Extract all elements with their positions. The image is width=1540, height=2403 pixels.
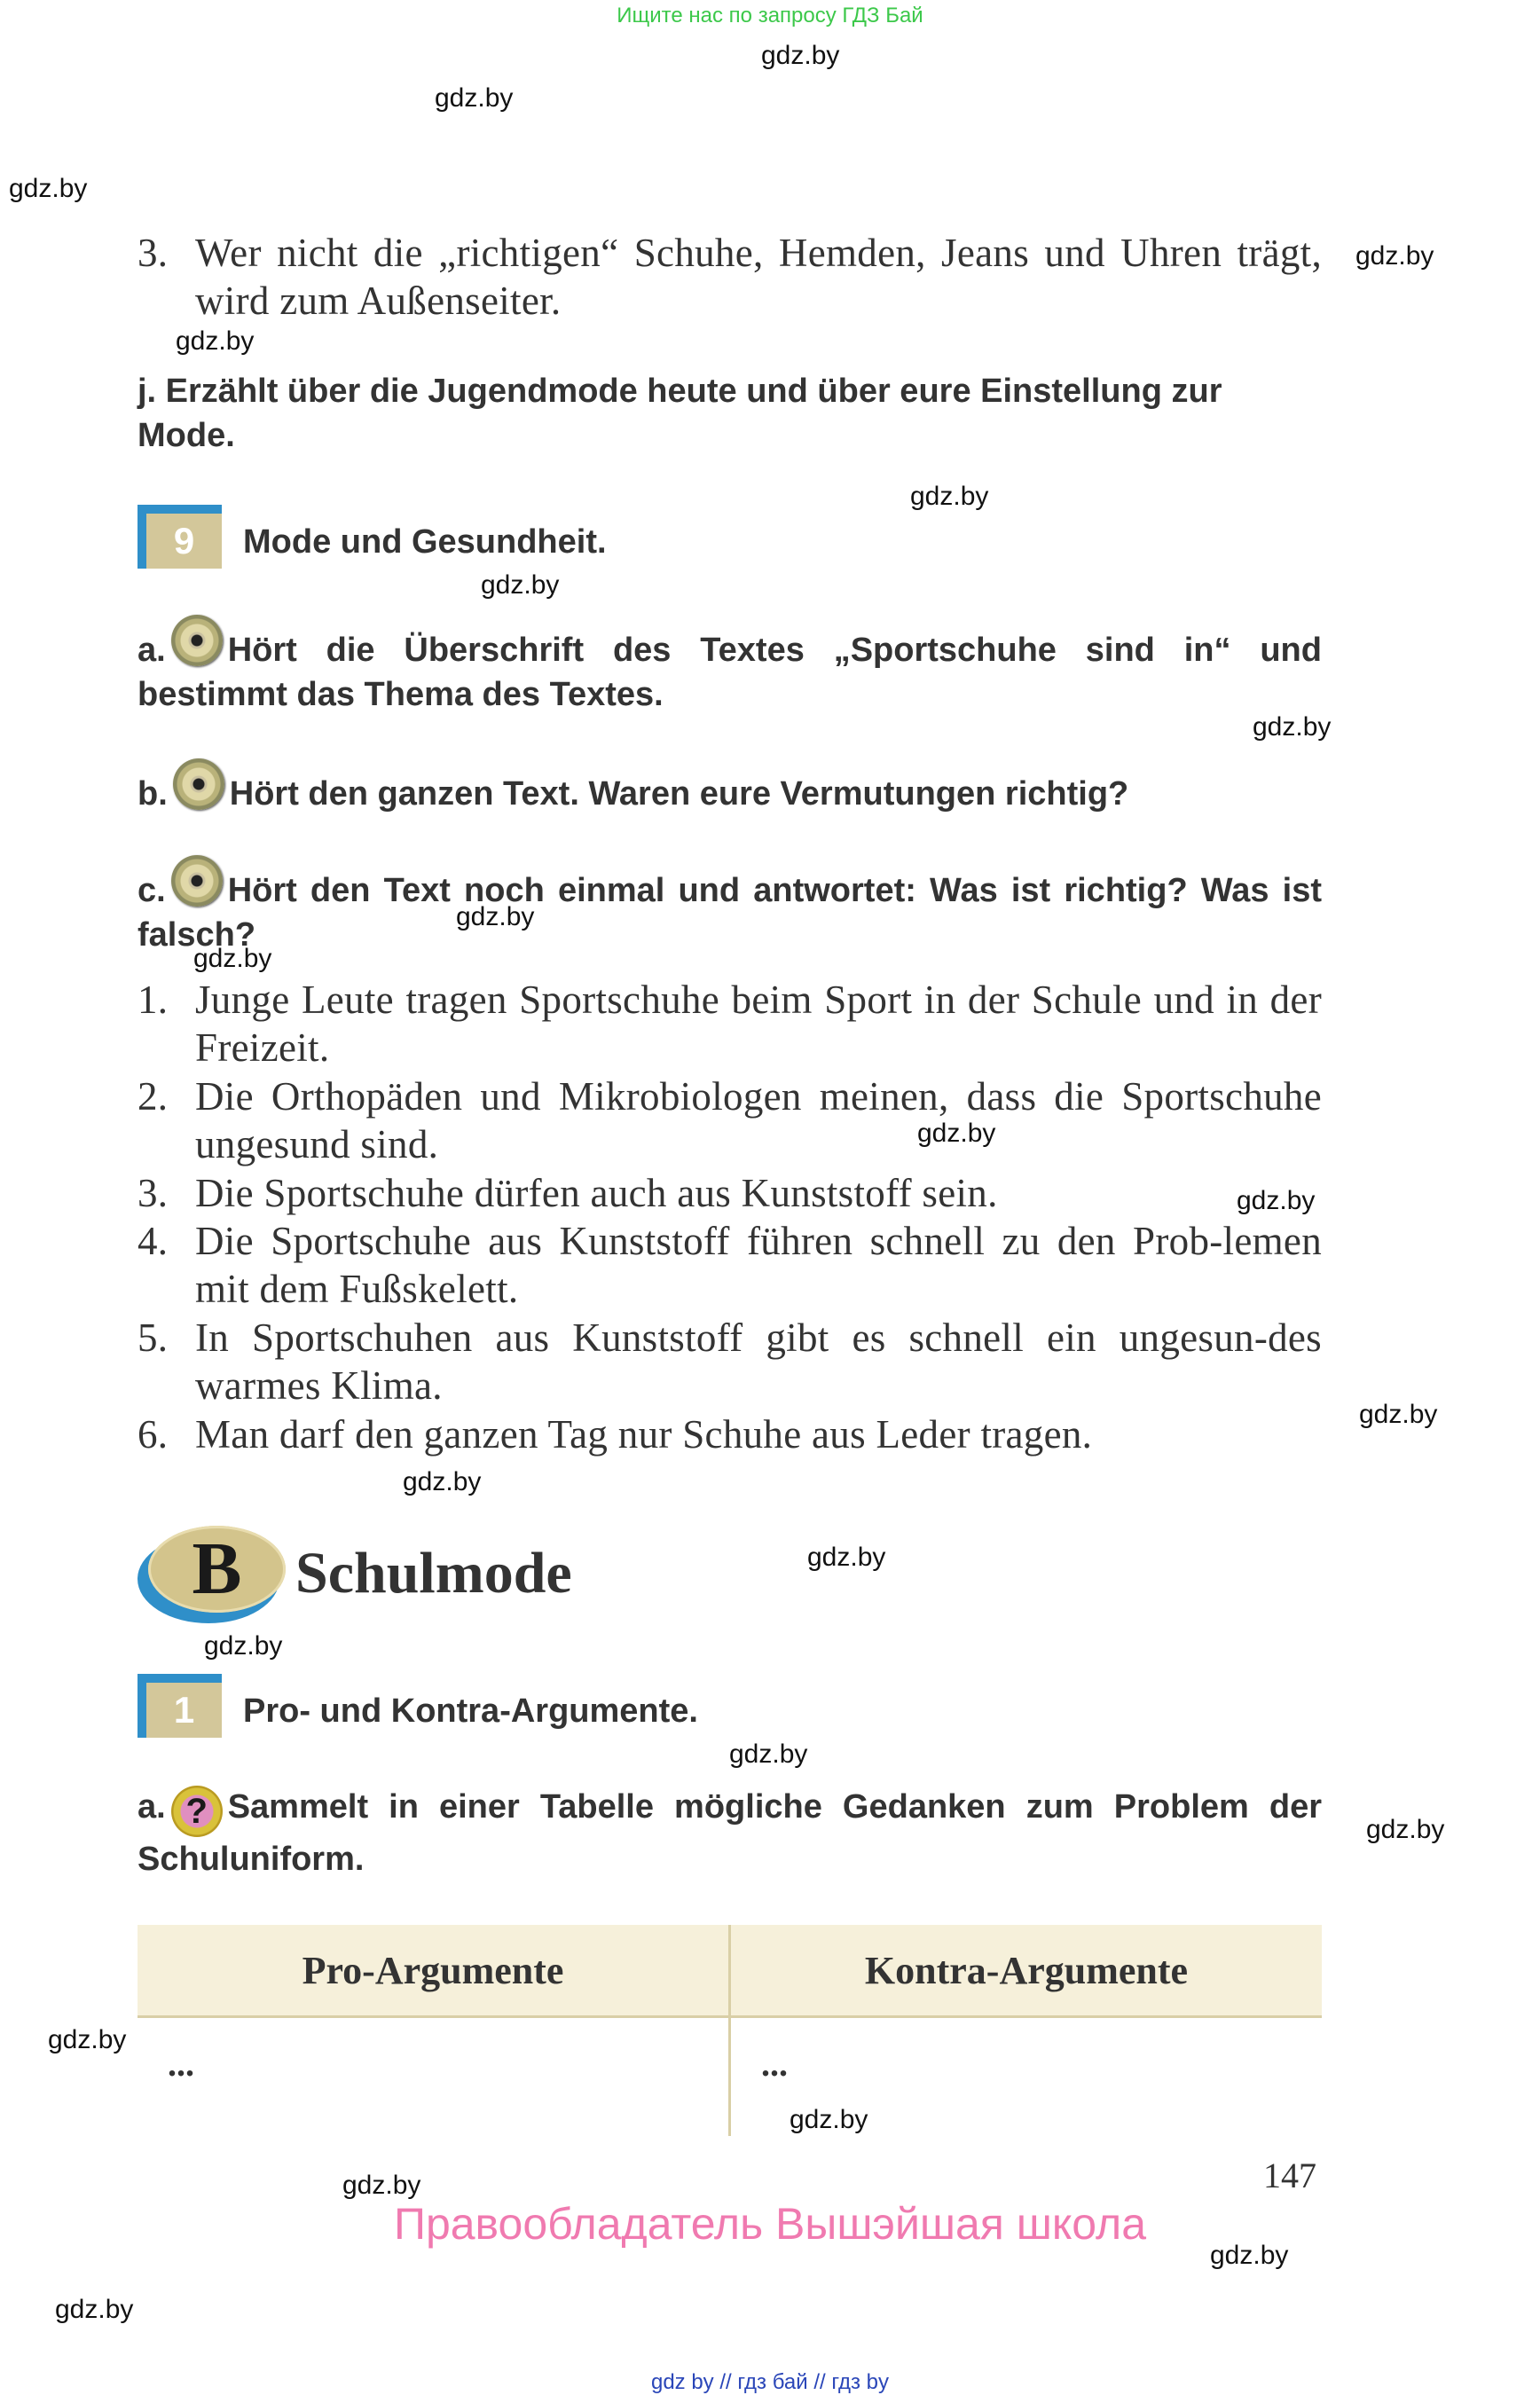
audio-cd-icon[interactable]	[173, 758, 224, 810]
list-item-number: 2.	[138, 1074, 169, 1119]
copyright-notice: Правообладатель Вышэйшая школа	[394, 2199, 1146, 2249]
exercise-number-badge	[138, 505, 222, 569]
watermark: gdz.by	[910, 482, 989, 511]
section-letter: B	[192, 1527, 242, 1610]
list-item-number: 1.	[138, 978, 169, 1022]
watermark: gdz.by	[342, 2171, 421, 2200]
task-j: j. Erzählt über die Jugendmode heute und über eure Einstellung zur Mode.	[138, 373, 1222, 454]
list-item-number: 3.	[138, 1171, 169, 1215]
section-title: Schulmode	[295, 1541, 572, 1606]
task-a	[138, 1785, 1322, 1881]
watermark: gdz.by	[1210, 2241, 1289, 2270]
task-text: Sammelt in einer Tabelle mögliche Gedanken zum Problem der Schuluniform.	[138, 1788, 1322, 1878]
task-label: c.	[138, 872, 166, 909]
audio-cd-icon[interactable]	[171, 615, 223, 666]
footer-links[interactable]: gdz by // гдз бай // гдз by	[650, 2370, 890, 2394]
watermark: gdz.by	[48, 2025, 127, 2054]
list-item-text: Man darf den ganzen Tag nur Schuhe aus Leder tragen.	[195, 1412, 1093, 1457]
table-header-pro: Pro-Argumente	[138, 1925, 730, 2017]
watermark: gdz.by	[1355, 241, 1434, 271]
watermark: gdz.by	[481, 570, 560, 600]
top-banner[interactable]: Ищите нас по запросу ГДЗ Бай	[617, 4, 923, 27]
list-item-text: Wer nicht die „richtigen“ Schuhe, Hemden, Jeans und Uhren trägt, wird zum Außenseiter.	[195, 231, 1322, 323]
table-cell-pro: ...	[138, 2017, 730, 2137]
watermark: gdz.by	[790, 2105, 868, 2134]
watermark: gdz.by	[1253, 712, 1332, 742]
task-text: Hört den ganzen Text. Waren eure Vermutungen richtig?	[229, 775, 1129, 813]
exercise-number-badge	[138, 1674, 222, 1738]
list-item-text: Junge Leute tragen Sportschuhe beim Sport in der Schule und in der Freizeit.	[195, 978, 1322, 1070]
task-b	[138, 758, 1322, 816]
watermark: gdz.by	[807, 1543, 886, 1572]
list-item-number: 6.	[138, 1412, 169, 1457]
exercise-title: Mode und Gesundheit.	[243, 523, 607, 561]
arguments-table	[138, 1925, 1322, 2136]
watermark: gdz.by	[176, 326, 255, 356]
task-a	[138, 615, 1322, 717]
watermark: gdz.by	[1366, 1815, 1445, 1844]
watermark: gdz.by	[55, 2295, 134, 2324]
task-label: a.	[138, 1788, 166, 1826]
watermark: gdz.by	[204, 1631, 283, 1661]
question-icon: ?	[171, 1786, 223, 1837]
watermark: gdz.by	[456, 902, 535, 931]
watermark: gdz.by	[761, 41, 840, 70]
watermark: gdz.by	[9, 174, 88, 203]
task-c	[138, 855, 1322, 957]
list-item-number: 3.	[138, 231, 169, 275]
watermark: gdz.by	[435, 83, 514, 113]
list-item-number: 5.	[138, 1315, 169, 1360]
exercise-number: 1	[146, 1683, 222, 1738]
table-cell-kontra: ...	[761, 2044, 788, 2084]
audio-cd-icon[interactable]	[171, 855, 223, 907]
watermark: gdz.by	[403, 1467, 482, 1496]
watermark: gdz.by	[1359, 1400, 1438, 1429]
table-header-kontra: Kontra-Argumente	[730, 1925, 1323, 2017]
list-item-text: Die Sportschuhe aus Kunststoff führen schnell zu den Prob-lemen mit dem Fußskelett.	[195, 1219, 1322, 1311]
watermark: gdz.by	[1237, 1186, 1316, 1215]
section-letter-badge	[138, 1526, 284, 1623]
watermark: gdz.by	[193, 944, 272, 973]
list-item-text: Die Sportschuhe dürfen auch aus Kunststoff sein.	[195, 1171, 998, 1215]
task-label: b.	[138, 775, 168, 813]
list-item-number: 4.	[138, 1219, 169, 1263]
list-item-text: In Sportschuhen aus Kunststoff gibt es schnell ein ungesun-des warmes Klima.	[195, 1315, 1322, 1408]
task-text: Hört die Überschrift des Textes „Sportschuhe sind in“ und bestimmt das Thema des Textes.	[138, 632, 1322, 713]
watermark: gdz.by	[917, 1119, 996, 1148]
task-text: Hört den Text noch einmal und antwortet: Was ist richtig? Was ist falsch?	[138, 872, 1322, 954]
task-label: a.	[138, 632, 166, 669]
exercise-title: Pro- und Kontra-Argumente.	[243, 1692, 698, 1730]
page-number: 147	[1263, 2156, 1316, 2195]
exercise-number: 9	[146, 514, 222, 569]
list-item-text: Die Orthopäden und Mikrobiologen meinen, dass die Sportschuhe ungesund sind.	[195, 1074, 1322, 1166]
watermark: gdz.by	[729, 1739, 808, 1769]
